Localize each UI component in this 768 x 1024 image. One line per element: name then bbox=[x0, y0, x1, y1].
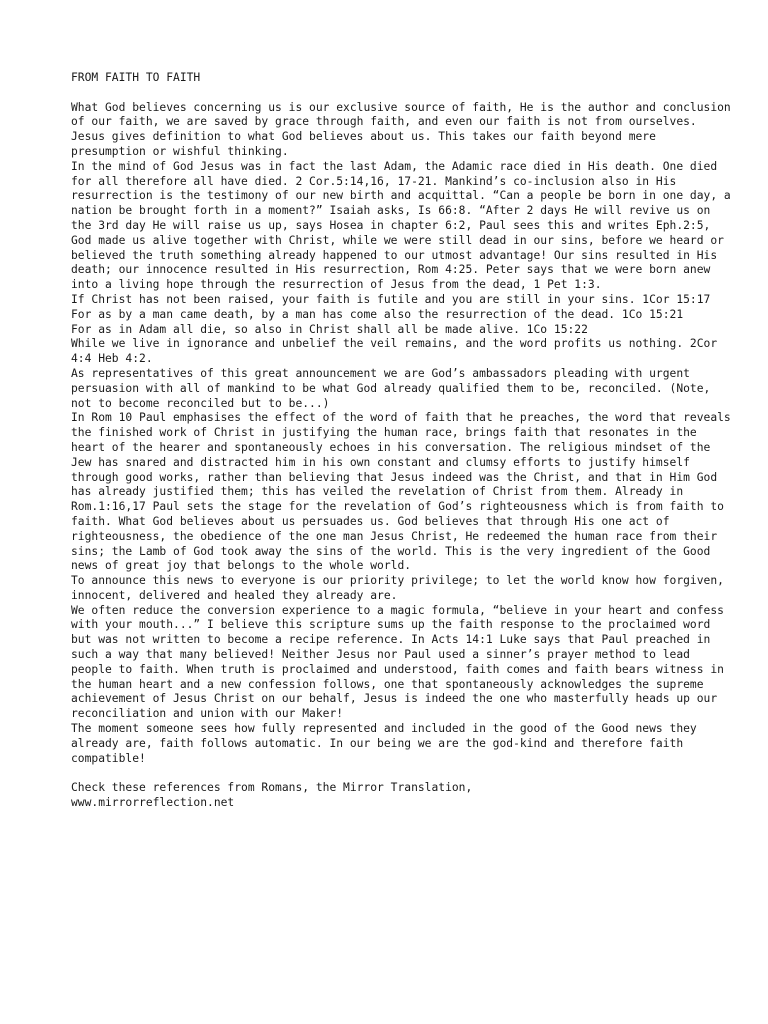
paragraph: To announce this news to everyone is our priority privilege; to let the world know how forgiven, innocent, delivered and healed they already are. bbox=[71, 574, 724, 602]
website-link: www.mirrorreflection.net bbox=[71, 796, 235, 810]
paragraph: In the mind of God Jesus was in fact the last Adam, the Adamic race died in His death. One died for all therefore all have died. 2 Cor.5:14,16, 17-21. Mankind’s co-inclusion also in His resurrection is the testimony of our new birth and acquittal. “Can a people be born in one day, a nation be brought forth in a moment?” Isaiah asks, Is 66:8. “After 2 days He will revive us on the 3rd day He will raise us up, says Hosea in chapter 6:2, Paul sees this and writes Eph.2:5, God made us alive together with Christ, while we were still dead in our sins, before we heard or believed the truth something already happened to our utmost advantage! Our sins resulted in His death; our innocence resulted in His resurrection, Rom 4:25. Peter says that we were born anew into a living hope through the resurrection of Jesus from the dead, 1 Pet 1:3. bbox=[71, 159, 731, 292]
spacer bbox=[71, 766, 731, 781]
paragraph: In Rom 10 Paul emphasises the effect of the word of faith that he preaches, the word that reveals the finished work of Christ in justifying the human race, brings faith that resonates in the heart of the hearer and spontaneously echoes in his conversation. The religious mindset of the Jew has snared and distracted him in his own constant and clumsy efforts to justify himself through good works, rather than believing that Jesus indeed was the Christ, and that in Him God has already justified them; this has veiled the revelation of Christ from them. Already in Rom.1:16,17 Paul sets the stage for the revelation of God’s righteousness which is from faith to faith. What God believes about us persuades us. God believes that through His one act of righteousness, the obedience of the one man Jesus Christ, He redeemed the human race from their sins; the Lamb of God took away the sins of the world. This is the very ingredient of the Good news of great joy that belongs to the whole world. bbox=[71, 411, 731, 573]
paragraph: What God believes concerning us is our exclusive source of faith, He is the author and conclusion of our faith, we are saved by grace through faith, and even our faith is not from ourselves. Jesus gives definition to what God believes about us. This takes our faith beyond mere presumption or wishful thinking. bbox=[71, 100, 731, 158]
paragraph: While we live in ignorance and unbelief the veil remains, and the word profits us nothing. 2Cor 4:4 Heb 4:2. bbox=[71, 337, 718, 366]
document-page bbox=[71, 71, 731, 811]
paragraph: For as in Adam all die, so also in Christ shall all be made alive. 1Co 15:22 bbox=[71, 322, 588, 336]
paragraph: We often reduce the conversion experience to a magic formula, “believe in your heart and confess with your mouth...” I believe this scripture sums up the faith response to the proclaimed word but was not written to become a recipe reference. In Acts 14:1 Luke says that Paul preached in such a way that many believed! Neither Jesus nor Paul used a sinner’s prayer method to lead people to faith. When truth is proclaimed and understood, faith comes and faith bears witness in the human heart and a new confession follows, one that spontaneously acknowledges the supreme achievement of Jesus Christ on our behalf, Jesus is indeed the one who masterfully heads up our reconciliation and union with our Maker! bbox=[71, 603, 724, 721]
paragraph: The moment someone sees how fully represented and included in the good of the Good news they already are, faith follows automatic. In our being we are the god-kind and therefore faith compatible! bbox=[71, 722, 697, 765]
closing-line: Check these references from Romans, the Mirror Translation, bbox=[71, 781, 473, 795]
paragraph: As representatives of this great announcement we are God’s ambassadors pleading with urgent persuasion with all of mankind to be what God already qualified them to be, reconciled. (Note, not to become reconciled but to be...) bbox=[71, 366, 711, 410]
document-title: FROM FAITH TO FAITH bbox=[71, 71, 201, 84]
paragraph: If Christ has not been raised, your faith is futile and you are still in your sins. 1Cor 15:17 bbox=[71, 292, 711, 306]
paragraph: For as by a man came death, by a man has come also the resurrection of the dead. 1Co 15:21 bbox=[71, 307, 684, 321]
